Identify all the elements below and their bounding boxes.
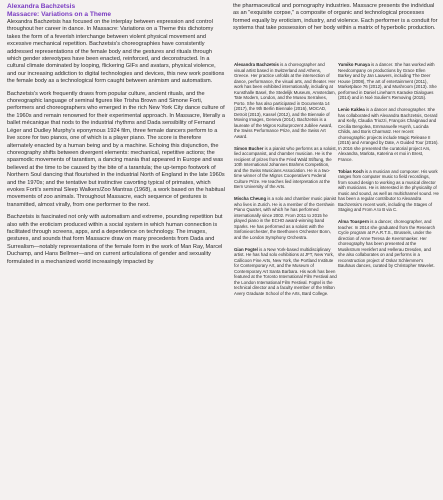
bio-name: Tobias Koch <box>338 168 364 174</box>
bio-entry <box>234 62 337 139</box>
bio-name: Gian Fogtel <box>234 246 258 252</box>
bio-entry <box>234 146 337 190</box>
title-artist: Alexandra Bachzetsis <box>7 3 76 10</box>
bio-entry <box>338 219 439 269</box>
bio-entry <box>234 247 337 297</box>
bio-name: Simon Bucher <box>234 145 264 151</box>
bio-text: is a dancer and choreographer. She has collaborated with Alexandra Bachzetsis, Gerard and Kelly, Claudia Triozzi, François Chaignaud and Cecilia Bengolea, Emmanuelle Huynh, Lucinda Childs, and Boris Charmatz. Her recent choreographic projects include Magic Release II (2015) and Arranged by Date, A Guided Tour (2016). In 2016 she presented the curatorial project Ars, Alexandra, Marlota, Katerina et moi in Brest, France. <box>338 107 439 162</box>
essay-continuation: the pharmaceutical and pornography industries. Massacre presents the individual as an "exquisite corpse," a composite of organic and technological processes formed equally by eroticism, industry, and violence. Each performer is a conduit for systems that take possession of her body within a matrix of hyperbolic production. <box>233 3 438 32</box>
bio-name: Mischa Cheung <box>234 196 267 201</box>
bio-text: is a dancer, choreographer, and teacher. In 2014 she graduated from the Research Cycle program at P.A.R.T.S., Brussels, under the direction of Anne Teresa de Keersmaeker. Her choreography has been presented at the Musikstrum Henkfert and Hellerau Dresden, and she also collaborates on and performs in a reconstruction project of Oskar Schlemmer's Bauhaus dances, curated by Christopher Wavelet. <box>338 219 436 268</box>
bio-text: is a pianist who performs as a soloist, lied accompanist, and chamber musician. He is the recipient of prizes from the Fried Wald Stiftung, the 10th International Johannes Brahms Competition, and the Swiss Musicians Association. He is a two-time winner of the Migros Cooperative's Federal Culture Prize. He teaches lied interpretation at the Bern University of the Arts. <box>234 145 337 189</box>
bio-entry <box>338 169 439 213</box>
bio-text: is a musician and composer. His work ranges from computer music to field recordings, from sound design to working as a musical director with musicians. He is interested in the physicality of music and sound, as well as multichannel sound. He has been a regular contributor to Alexandra Bachzetsis's recent work, including the Stages of Staging and From A to B via C. <box>338 168 439 212</box>
main-essay-column <box>7 3 225 271</box>
bio-entry <box>234 196 337 240</box>
bio-entry <box>338 107 439 162</box>
bio-text: is a New York-based multidisciplinary artist. He has had solo exhibitions at JFT, New York, Callicoon Fine Arts, New York, the Portland Institute for Contemporary Art, and the Museum of Contemporary Art Santa Barbara. His work has been featured at the Toronto International Film Festival and the London International Film Festival. Fogtel is the technical director and a faculty member of the Milton Avery Graduate School of the Arts, Bard College. <box>234 246 337 296</box>
bio-text: is a solo and chamber music pianist who lives in Zurich. He is a member of the Gershwin Piano Quartet, with which he has performed internationally since 2002. From 2011 to 2015 he played piano in the ECHO award-winning band Sparks. He has performed as a soloist with the Sinfonieorchester, the Beethoven Orchester Bonn, and the London Symphony Orchestra. <box>234 196 337 240</box>
bio-text: is a dancer. She has worked with Needcompany on productions by Grace Ellen Barkey and by Jan Lauwers, including The Deer House (2008), The art of entertainment (2011), Marketplace 76 (2012), and Mushroom (2013). She performed in Daniel Linehan's Karaoke Dialogues (2014) and in Noé Soulier's Removing (2015). <box>338 62 437 100</box>
title-work: Massacre: Variations on a Theme <box>7 11 112 18</box>
bio-text: is a choreographer and visual artist based in Switzerland and Athens, Greece. Her practice unfolds at the intersection of dance, performance, the visual arts, and theater. Her work has been exhibited internationally, including at Kunsthalle Basel, the Stedelijk Museum, Amsterdam, Tate Modern, London, and the Museu Serralves, Porto. She has also participated in Documenta 14 (2017), the 9th Berlin Biennale (2016), MOCAD, Detroit (2013), Kassel (2012), and the Biennale of Moving Images, Geneva (2014). Bachzetsis is a laureate of the Migros Kulturprozent Jubilee Award, the Swiss Performance Prize, and the Swiss Art Award. <box>234 62 336 139</box>
bio-name: Alma Toaspern <box>338 219 370 224</box>
bios-column-right <box>338 62 439 275</box>
bio-name: Yumiko Funaya <box>338 62 370 67</box>
essay-paragraph: Alexandra Bachzetsis has focused on the interplay between expression and control throughout her career in dance. In Massacre: Variations on a Theme this dichotomy takes the form of a feverish interchange between violent physical movement and excessive mechanical repetition. Bachzetsis's choreographies have consistently addressed representations of the female body and the gestures and rituals through which gender stereotypes have been enacted, reinforced, and deconstructed. In a cultural climate dominated by looping, flickering GIFs and avatars, physical violence, and our increasing addiction to digital technologies and devices, this new work positions the female body as a technological form caught between animism and automatism. <box>7 19 225 85</box>
essay-body <box>7 19 225 266</box>
bio-name: Lenio Kaklea <box>338 107 365 112</box>
bio-name: Alexandra Bachzetsis <box>234 62 279 67</box>
essay-paragraph: Bachzetsis's work frequently draws from popular culture, ancient rituals, and the choreographic language of seminal figures like Trisha Brown and Simone Forti, performers and choreographers who emerged in the rich New York City dance culture of the 1960s and remain renowned for their experimental approach. In Massacre, literally a ballet mécanique that nods to the industrial rhythms and Dada sensibility of Fernand Léger and Dudley Murphy's eponymous 1924 film, three female dancers perform to a live score for two pianos, one of which is a player piano. The score is therefore alternately enacted by a human being and by a machine. Echoing this disjunction, the choreography shifts between divergent elements: mechanical, repetitive actions; the spasmodic movements of tarantism, a dancing mania that appeared in Europe and was believed at the time to be caused by the bite of a tarantula; the up-tempo footwork of Northern Soul dancing that flourished in the industrial North of England in the late 1960s and the 1970s; and the tentative but instinctive cavorting typical of primates, which evokes Forti's seminal Sleep Walkers/Zoo Mantras (1968), a work based on the habitual movements of zoo animals. Throughout Massacre, each sequence of gestures is transmitted, almost virally, from one performer to the next. <box>7 90 225 208</box>
bio-entry <box>338 62 439 101</box>
essay-title <box>7 3 225 19</box>
essay-paragraph: Bachzetsis is fascinated not only with automatism and extreme, pounding repetition but also with the eroticism produced within a social system in which human connection is facilitated through screens, apps, and a dependence on technology. The images, gestures, and sounds that form Massacre draw on many precedents from Dada and Surrealism—notably representations of the female form in the work of Man Ray, Marcel Duchamp, and Hans Bellmer—and on current articulations of gender and sexuality formulated in a mechanized world increasingly impacted by <box>7 214 223 265</box>
bios-column-left <box>234 62 337 303</box>
